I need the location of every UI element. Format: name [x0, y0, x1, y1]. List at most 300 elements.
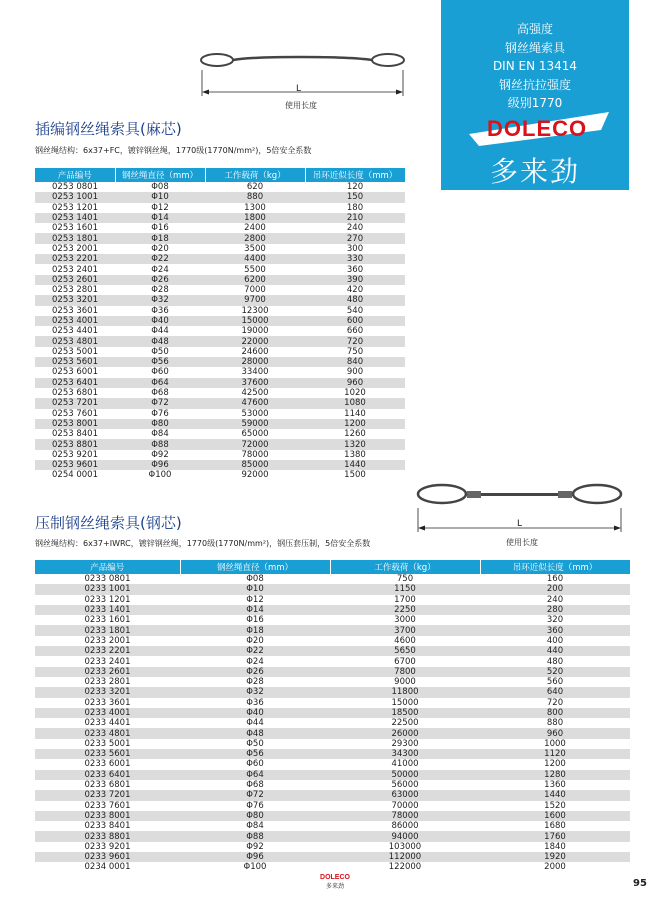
- table-cell: 1600: [480, 811, 630, 821]
- table-cell: 92000: [205, 470, 305, 480]
- table-cell: 0233 8401: [35, 821, 180, 831]
- table-row: [35, 470, 405, 480]
- table-cell: 0233 3201: [35, 687, 180, 697]
- table-cell: Φ22: [115, 254, 205, 264]
- table-row: [35, 264, 405, 274]
- table-cell: Φ48: [180, 728, 330, 738]
- table-row: [35, 223, 405, 233]
- column-header: 钢丝绳直径（mm）: [115, 168, 205, 182]
- table-cell: Φ72: [115, 398, 205, 408]
- table-cell: 0233 8801: [35, 831, 180, 841]
- table-cell: 0253 5001: [35, 347, 115, 357]
- table-cell: 12300: [205, 306, 305, 316]
- table-cell: Φ08: [180, 574, 330, 584]
- table-row: [35, 347, 405, 357]
- table-cell: 660: [305, 326, 405, 336]
- table-row: [35, 409, 405, 419]
- table-cell: 0233 7601: [35, 801, 180, 811]
- table-row: [35, 213, 405, 223]
- table-cell: 1440: [305, 460, 405, 470]
- table-cell: 5500: [205, 264, 305, 274]
- table-cell: 0253 9601: [35, 460, 115, 470]
- table-cell: 0233 1201: [35, 595, 180, 605]
- table-cell: 1260: [305, 429, 405, 439]
- table-cell: 112000: [330, 852, 480, 862]
- table-cell: 560: [480, 677, 630, 687]
- table-cell: Φ20: [180, 636, 330, 646]
- table-cell: Φ10: [180, 584, 330, 594]
- section-title: 压制钢丝绳索具(钢芯): [35, 514, 182, 532]
- table-cell: 0253 1201: [35, 203, 115, 213]
- table-cell: 160: [480, 574, 630, 584]
- table-cell: 0253 5601: [35, 357, 115, 367]
- table-cell: 70000: [330, 801, 480, 811]
- table-cell: Φ40: [115, 316, 205, 326]
- table-cell: 28000: [205, 357, 305, 367]
- table-row: [35, 605, 630, 615]
- table-row: [35, 811, 630, 821]
- table-cell: 3000: [330, 615, 480, 625]
- table-cell: 94000: [330, 831, 480, 841]
- table-cell: 1760: [480, 831, 630, 841]
- table-cell: 0233 9601: [35, 852, 180, 862]
- table-cell: 3700: [330, 625, 480, 635]
- table-cell: 540: [305, 306, 405, 316]
- table-cell: Φ64: [115, 378, 205, 388]
- table-cell: 1020: [305, 388, 405, 398]
- brand-line: 钢丝抗拉强度: [498, 77, 571, 92]
- table-cell: 900: [305, 367, 405, 377]
- table-cell: Φ56: [180, 749, 330, 759]
- table-cell: 0233 1801: [35, 625, 180, 635]
- table-cell: 2000: [480, 862, 630, 872]
- table-cell: Φ48: [115, 336, 205, 346]
- table-cell: 103000: [330, 842, 480, 852]
- column-header: 产品编号: [35, 168, 115, 182]
- table-cell: Φ76: [115, 409, 205, 419]
- table-row: [35, 295, 405, 305]
- table-cell: 1140: [305, 409, 405, 419]
- table-cell: 640: [480, 687, 630, 697]
- table-cell: 11800: [330, 687, 480, 697]
- column-header: 产品编号: [35, 560, 180, 574]
- table-cell: Φ84: [180, 821, 330, 831]
- table-cell: 0233 7201: [35, 790, 180, 800]
- table-row: [35, 739, 630, 749]
- table-cell: 0233 5001: [35, 739, 180, 749]
- table-cell: Φ18: [115, 233, 205, 243]
- brand-line: DIN EN 13414: [492, 59, 578, 73]
- table-row: [35, 285, 405, 295]
- table-cell: 0253 9201: [35, 450, 115, 460]
- table-row: [35, 388, 405, 398]
- table-cell: Φ56: [115, 357, 205, 367]
- table-row: [35, 770, 630, 780]
- table-row: [35, 336, 405, 346]
- table-header-row: [35, 560, 630, 574]
- table-cell: 0233 2201: [35, 646, 180, 656]
- table-row: [35, 450, 405, 460]
- table-row: [35, 326, 405, 336]
- table-cell: 1920: [480, 852, 630, 862]
- table-cell: 9000: [330, 677, 480, 687]
- table-cell: 180: [305, 203, 405, 213]
- table-row: [35, 244, 405, 254]
- table-cell: 1080: [305, 398, 405, 408]
- sling-caption: 使用长度: [506, 538, 538, 547]
- table-cell: 240: [305, 223, 405, 233]
- table-cell: 0253 1001: [35, 192, 115, 202]
- table-cell: 0233 5601: [35, 749, 180, 759]
- table-cell: 29300: [330, 739, 480, 749]
- table-cell: 750: [330, 574, 480, 584]
- table-cell: 0253 6801: [35, 388, 115, 398]
- table-cell: Φ60: [115, 367, 205, 377]
- table-cell: 960: [480, 728, 630, 738]
- table-cell: Φ14: [115, 213, 205, 223]
- table-cell: 1840: [480, 842, 630, 852]
- table-cell: 0233 4801: [35, 728, 180, 738]
- logo-text: DOLECO: [487, 116, 588, 141]
- sling-caption: 使用长度: [285, 101, 317, 110]
- table-cell: Φ88: [180, 831, 330, 841]
- table-row: [35, 275, 405, 285]
- table-row: [35, 439, 405, 449]
- table-cell: 85000: [205, 460, 305, 470]
- table-cell: Φ12: [115, 203, 205, 213]
- table-row: [35, 790, 630, 800]
- table-row: [35, 801, 630, 811]
- table-cell: Φ40: [180, 708, 330, 718]
- table-row: [35, 852, 630, 862]
- table-header-row: [35, 168, 405, 182]
- table-cell: 7800: [330, 667, 480, 677]
- table-cell: 50000: [330, 770, 480, 780]
- pressed-sling-illustration: [412, 480, 627, 540]
- table-cell: 0233 6001: [35, 759, 180, 769]
- table-cell: 1680: [480, 821, 630, 831]
- table-cell: 0253 4401: [35, 326, 115, 336]
- table-cell: Φ26: [180, 667, 330, 677]
- table-cell: Φ22: [180, 646, 330, 656]
- table-cell: 1800: [205, 213, 305, 223]
- table-row: [35, 584, 630, 594]
- table-row: [35, 595, 630, 605]
- brand-line: 高强度: [516, 22, 553, 36]
- table-cell: Φ16: [180, 615, 330, 625]
- table-cell: 480: [480, 656, 630, 666]
- table-cell: 1000: [480, 739, 630, 749]
- table-row: [35, 728, 630, 738]
- table-cell: 0233 2001: [35, 636, 180, 646]
- table-cell: 0253 1601: [35, 223, 115, 233]
- column-header: 吊环近似长度（mm）: [305, 168, 405, 182]
- table-cell: 42500: [205, 388, 305, 398]
- table-cell: 420: [305, 285, 405, 295]
- table-row: [35, 378, 405, 388]
- table-row: [35, 718, 630, 728]
- table-row: [35, 429, 405, 439]
- table-cell: Φ72: [180, 790, 330, 800]
- table-cell: Φ44: [180, 718, 330, 728]
- table-cell: 0233 2401: [35, 656, 180, 666]
- section-spec: 钢丝绳结构：6x37+FC，镀锌钢丝绳，1770级(1770N/mm²)，5倍安全系数: [35, 146, 312, 155]
- table-cell: 4600: [330, 636, 480, 646]
- table-cell: 65000: [205, 429, 305, 439]
- table-cell: 1360: [480, 780, 630, 790]
- table-cell: Φ36: [180, 698, 330, 708]
- table-row: [35, 419, 405, 429]
- table-cell: 150: [305, 192, 405, 202]
- table-row: [35, 646, 630, 656]
- table-cell: 720: [480, 698, 630, 708]
- table-cell: Φ28: [180, 677, 330, 687]
- table-cell: 0233 1601: [35, 615, 180, 625]
- table-cell: Φ32: [180, 687, 330, 697]
- table-row: [35, 625, 630, 635]
- table-cell: 840: [305, 357, 405, 367]
- table-cell: 200: [480, 584, 630, 594]
- table-cell: 7000: [205, 285, 305, 295]
- table-cell: 2800: [205, 233, 305, 243]
- brand-line: 钢丝绳索具: [504, 40, 565, 55]
- table-cell: 390: [305, 275, 405, 285]
- table-row: [35, 357, 405, 367]
- table-cell: 15000: [330, 698, 480, 708]
- dimension-label: L: [296, 84, 302, 94]
- table-cell: Φ20: [115, 244, 205, 254]
- table-row: [35, 780, 630, 790]
- table-cell: 19000: [205, 326, 305, 336]
- table-cell: 0253 6001: [35, 367, 115, 377]
- table-cell: 0233 8001: [35, 811, 180, 821]
- table-cell: Φ64: [180, 770, 330, 780]
- table-cell: Φ28: [115, 285, 205, 295]
- table-cell: 600: [305, 316, 405, 326]
- table-cell: 6700: [330, 656, 480, 666]
- table-row: [35, 749, 630, 759]
- table-cell: Φ100: [115, 470, 205, 480]
- table-row: [35, 708, 630, 718]
- table-cell: 1300: [205, 203, 305, 213]
- table-cell: 78000: [205, 450, 305, 460]
- table-row: [35, 233, 405, 243]
- footer-logo-cn: 多来劲: [325, 883, 344, 890]
- table-row: [35, 316, 405, 326]
- table-cell: 0233 1001: [35, 584, 180, 594]
- table-cell: 0233 3601: [35, 698, 180, 708]
- table-cell: 330: [305, 254, 405, 264]
- section-title: 插编钢丝绳索具(麻芯): [35, 120, 182, 138]
- table-cell: 480: [305, 295, 405, 305]
- table-row: [35, 367, 405, 377]
- table-cell: 1120: [480, 749, 630, 759]
- table-row: [35, 254, 405, 264]
- table-cell: 0253 8801: [35, 439, 115, 449]
- footer-logo: [315, 874, 355, 890]
- table-cell: 960: [305, 378, 405, 388]
- table-row: [35, 574, 630, 584]
- table-cell: 3500: [205, 244, 305, 254]
- table-cell: 120: [305, 182, 405, 192]
- table-cell: 63000: [330, 790, 480, 800]
- table-cell: Φ100: [180, 862, 330, 872]
- table-cell: Φ96: [115, 460, 205, 470]
- table-cell: 270: [305, 233, 405, 243]
- table-cell: 86000: [330, 821, 480, 831]
- table-cell: 53000: [205, 409, 305, 419]
- table-cell: 33400: [205, 367, 305, 377]
- table-cell: 37600: [205, 378, 305, 388]
- table-cell: 320: [480, 615, 630, 625]
- table-cell: Φ32: [115, 295, 205, 305]
- table-row: [35, 636, 630, 646]
- table-cell: 0233 2601: [35, 667, 180, 677]
- table-cell: 800: [480, 708, 630, 718]
- table-cell: 0233 9201: [35, 842, 180, 852]
- table-cell: 0253 7201: [35, 398, 115, 408]
- table-cell: 1200: [480, 759, 630, 769]
- table-cell: 22000: [205, 336, 305, 346]
- table-cell: 210: [305, 213, 405, 223]
- table-cell: 1150: [330, 584, 480, 594]
- table-cell: 47600: [205, 398, 305, 408]
- table-cell: Φ50: [115, 347, 205, 357]
- table-cell: Φ18: [180, 625, 330, 635]
- table-row: [35, 192, 405, 202]
- table-cell: 9700: [205, 295, 305, 305]
- table-cell: 0253 3601: [35, 306, 115, 316]
- table-row: [35, 667, 630, 677]
- table-cell: 720: [305, 336, 405, 346]
- table-cell: 0253 8401: [35, 429, 115, 439]
- table-cell: 360: [480, 625, 630, 635]
- table-cell: 0253 2801: [35, 285, 115, 295]
- dimension-label: L: [517, 519, 523, 529]
- table-row: [35, 398, 405, 408]
- table-cell: 240: [480, 595, 630, 605]
- table-cell: 0253 8001: [35, 419, 115, 429]
- table-cell: 400: [480, 636, 630, 646]
- spliced-sling-illustration: [195, 46, 410, 106]
- table-cell: Φ76: [180, 801, 330, 811]
- table-cell: Φ36: [115, 306, 205, 316]
- table-cell: Φ44: [115, 326, 205, 336]
- section-spec: 钢丝绳结构：6x37+IWRC，镀锌钢丝绳，1770级(1770N/mm²)，钢压套压制，5倍安全系数: [35, 539, 371, 548]
- table-cell: Φ24: [180, 656, 330, 666]
- table-cell: 0253 4001: [35, 316, 115, 326]
- doleco-logo: [469, 112, 609, 148]
- table-cell: 0253 0801: [35, 182, 115, 192]
- table-cell: Φ80: [115, 419, 205, 429]
- table-cell: 4400: [205, 254, 305, 264]
- table-cell: Φ96: [180, 852, 330, 862]
- table-cell: 0233 4001: [35, 708, 180, 718]
- spliced-sling-table: [35, 168, 406, 481]
- brand-name-cn: 多来劲: [489, 155, 580, 188]
- table-cell: 122000: [330, 862, 480, 872]
- table-cell: Φ24: [115, 264, 205, 274]
- brand-panel: [441, 0, 629, 190]
- table-cell: 300: [305, 244, 405, 254]
- table-cell: 0233 1401: [35, 605, 180, 615]
- table-cell: Φ84: [115, 429, 205, 439]
- table-row: [35, 821, 630, 831]
- table-row: [35, 687, 630, 697]
- table-cell: 0253 3201: [35, 295, 115, 305]
- table-cell: Φ68: [180, 780, 330, 790]
- table-cell: 0253 2201: [35, 254, 115, 264]
- table-cell: 1380: [305, 450, 405, 460]
- table-row: [35, 698, 630, 708]
- table-cell: 620: [205, 182, 305, 192]
- table-cell: Φ92: [115, 450, 205, 460]
- table-row: [35, 203, 405, 213]
- table-row: [35, 182, 405, 192]
- column-header: 工作载荷（kg）: [205, 168, 305, 182]
- table-cell: Φ16: [115, 223, 205, 233]
- table-cell: 0233 4401: [35, 718, 180, 728]
- table-cell: Φ92: [180, 842, 330, 852]
- table-cell: 2250: [330, 605, 480, 615]
- table-cell: 0253 6401: [35, 378, 115, 388]
- brand-description: [441, 20, 629, 113]
- table-cell: Φ26: [115, 275, 205, 285]
- table-cell: 1320: [305, 439, 405, 449]
- column-header: 吊环近似长度（mm）: [480, 560, 630, 574]
- table-cell: 0254 0001: [35, 470, 115, 480]
- table-cell: 0253 1801: [35, 233, 115, 243]
- table-row: [35, 306, 405, 316]
- table-cell: 34300: [330, 749, 480, 759]
- table-cell: 880: [205, 192, 305, 202]
- column-header: 钢丝绳直径（mm）: [180, 560, 330, 574]
- pressed-sling-table: [35, 560, 631, 873]
- table-cell: 72000: [205, 439, 305, 449]
- table-cell: 24600: [205, 347, 305, 357]
- table-cell: 1700: [330, 595, 480, 605]
- table-cell: 0234 0001: [35, 862, 180, 872]
- table-cell: 1200: [305, 419, 405, 429]
- table-cell: 18500: [330, 708, 480, 718]
- table-cell: Φ80: [180, 811, 330, 821]
- table-cell: 0233 6401: [35, 770, 180, 780]
- table-cell: 0233 0801: [35, 574, 180, 584]
- table-cell: 280: [480, 605, 630, 615]
- table-cell: 1500: [305, 470, 405, 480]
- table-cell: 56000: [330, 780, 480, 790]
- table-cell: 520: [480, 667, 630, 677]
- table-row: [35, 615, 630, 625]
- brand-line: 级别1770: [507, 96, 563, 110]
- table-cell: 440: [480, 646, 630, 656]
- table-cell: 78000: [330, 811, 480, 821]
- table-cell: 0253 1401: [35, 213, 115, 223]
- table-cell: 6200: [205, 275, 305, 285]
- table-row: [35, 759, 630, 769]
- table-row: [35, 677, 630, 687]
- column-header: 工作载荷（kg）: [330, 560, 480, 574]
- table-cell: Φ68: [115, 388, 205, 398]
- page-number: 95: [633, 878, 647, 889]
- table-cell: 1440: [480, 790, 630, 800]
- table-cell: Φ50: [180, 739, 330, 749]
- table-row: [35, 831, 630, 841]
- table-cell: 0253 2601: [35, 275, 115, 285]
- footer-logo-text: DOLECO: [320, 874, 350, 881]
- table-cell: 41000: [330, 759, 480, 769]
- table-cell: 22500: [330, 718, 480, 728]
